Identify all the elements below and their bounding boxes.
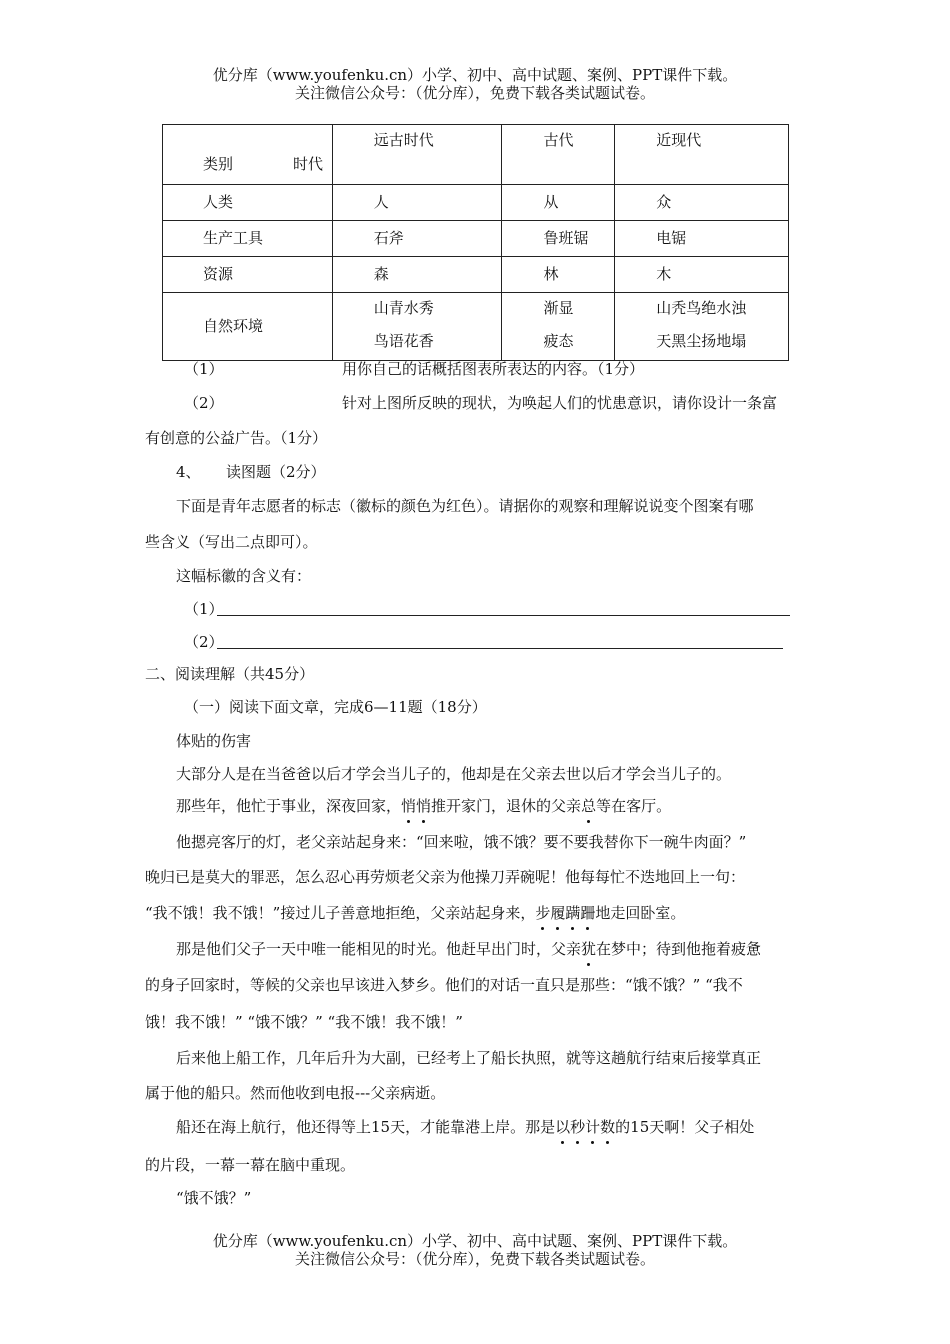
table-row — [163, 257, 789, 293]
table-cell: 从 — [543, 193, 559, 211]
table-cell: 山秃鸟绝水浊 — [656, 299, 747, 317]
dotted-word-bulvpanshan — [535, 904, 595, 922]
article-para-3-line3: “我不饿！我不饿！”接过儿子善意地拒绝，父亲站起身来，步履蹒跚地走回卧室。 — [145, 904, 686, 922]
q4-instruction-line2: 些含义（写出二点即可）。 — [145, 533, 318, 551]
article-para-5-line1: 后来他上船工作，几年后升为大副，已经考上了船长执照，就等这趟航行结束后接掌真正 — [176, 1049, 762, 1067]
row-label: 人类 — [203, 193, 234, 211]
footer-line-1: 优分库（www.youfenku.cn）小学、初中、高中试题、案例、PPT课件下载。 — [212, 1232, 738, 1250]
row-label: 生产工具 — [203, 229, 264, 247]
table-header-row — [163, 125, 789, 185]
table-row — [163, 185, 789, 221]
table-row — [163, 293, 789, 361]
emphasis-char: 以 — [555, 1118, 571, 1136]
article-para-4-line3: 饿！我不饿！” “饿不饿？” “我不饿！我不饿！” — [145, 1013, 463, 1031]
emphasis-char: 犹 — [581, 940, 597, 958]
article-para-2: 那些年，他忙于事业，深夜回家，悄悄推开家门，退休的父亲总等在客厅。 — [176, 797, 672, 815]
emphasis-char: 计 — [585, 1118, 601, 1136]
article-para-6-line2: 的片段，一幕一幕在脑中重现。 — [145, 1156, 356, 1174]
col-header-ancient-remote: 远古时代 — [332, 125, 502, 185]
emphasis-char: 悄 — [416, 797, 432, 815]
corner-category-label: 类别 — [203, 155, 234, 173]
corner-era-label: 时代 — [293, 155, 324, 173]
emphasis-char: 悄 — [401, 797, 417, 815]
dotted-word-zong — [581, 797, 596, 815]
q4-prompt: 这幅标徽的含义有： — [176, 567, 312, 585]
q4-instruction-line1: 下面是青年志愿者的标志（徽标的颜色为红色）。请据你的观察和理解说说变个图案有哪 — [176, 497, 754, 515]
article-para-3-line2: 晚归已是莫大的罪恶，怎么忍心再劳烦老父亲为他操刀弄碗呢！他每每忙不迭地回上一句： — [145, 868, 746, 886]
table-cell: 天黑尘扬地塌 — [656, 332, 747, 350]
article-para-6-line1: 船还在海上航行，他还得等上15天，才能靠港上岸。那是以秒计数的15天啊！父子相处 — [176, 1118, 755, 1136]
article-para-4-line1: 那是他们父子一天中唯一能相见的时光。他赶早出门时，父亲犹在梦中；待到他拖着疲惫 — [176, 940, 762, 958]
q3-sub1-number: （1） — [184, 360, 224, 378]
footer-line-2: 关注微信公众号：（优分库），免费下载各类试题试卷。 — [294, 1250, 655, 1268]
table-row — [163, 221, 789, 257]
table-cell: 鸟语花香 — [373, 332, 434, 350]
section2-subtitle: （一）阅读下面文章，完成6—11题（18分） — [184, 698, 487, 716]
table-cell: 山青水秀 — [373, 299, 434, 317]
table-cell: 电锯 — [656, 229, 687, 247]
emphasis-char: 数 — [600, 1118, 616, 1136]
emphasis-char: 秒 — [570, 1118, 586, 1136]
col-header-modern: 近现代 — [615, 125, 789, 185]
era-comparison-table — [162, 124, 789, 361]
q3-sub2-continuation: 有创意的公益广告。（1分） — [145, 429, 328, 447]
article-para-7: “饿不饿？” — [176, 1189, 252, 1207]
q3-sub2-text: 针对上图所反映的现状，为唤起人们的忧患意识，请你设计一条富 — [342, 394, 778, 412]
emphasis-char: 总 — [581, 797, 597, 815]
row-label: 资源 — [203, 265, 234, 283]
table-cell: 人 — [373, 193, 389, 211]
q4-answer-2-blank[interactable] — [217, 648, 783, 649]
emphasis-char: 蹒 — [565, 904, 581, 922]
row-label: 自然环境 — [203, 317, 264, 335]
header-line-2: 关注微信公众号：（优分库），免费下载各类试题试卷。 — [294, 84, 655, 102]
table-cell: 石斧 — [373, 229, 404, 247]
page-header — [0, 66, 950, 102]
table-cell: 疲态 — [543, 332, 574, 350]
section2-title: 二、阅读理解（共45分） — [145, 665, 315, 683]
table-corner-cell — [163, 125, 333, 185]
emphasis-char: 跚 — [580, 904, 596, 922]
q4-answer-2-label: （2） — [184, 633, 224, 651]
table-cell: 众 — [656, 193, 672, 211]
table-cell: 木 — [656, 265, 672, 283]
table-cell: 林 — [543, 265, 559, 283]
article-para-3-line1: 他摁亮客厅的灯，老父亲站起身来：“回来啦，饿不饿？要不要我替你下一碗牛肉面？” — [176, 833, 747, 851]
emphasis-char: 步 — [535, 904, 551, 922]
q3-sub1-text: 用你自己的话概括图表所表达的内容。（1分） — [342, 360, 645, 378]
dotted-word-qiaoqiao — [401, 797, 431, 815]
q4-answer-1-blank[interactable] — [217, 615, 790, 616]
header-line-1: 优分库（www.youfenku.cn）小学、初中、高中试题、案例、PPT课件下载。 — [212, 66, 738, 84]
table-cell: 鲁班锯 — [543, 229, 589, 247]
table-cell: 渐显 — [543, 299, 574, 317]
dotted-word-you — [581, 940, 596, 958]
emphasis-char: 履 — [550, 904, 566, 922]
q4-number: 4、 — [176, 463, 201, 481]
col-header-ancient: 古代 — [502, 125, 615, 185]
q4-answer-1-label: （1） — [184, 600, 224, 618]
article-para-1: 大部分人是在当爸爸以后才学会当儿子的，他却是在父亲去世以后才学会当儿子的。 — [176, 765, 732, 783]
article-para-4-line2: 的身子回家时，等候的父亲也早该进入梦乡。他们的对话一直只是那些：“饿不饿？” “我不 — [145, 976, 743, 994]
q4-title: 读图题（2分） — [226, 463, 326, 481]
article-title: 体贴的伤害 — [176, 732, 252, 750]
article-para-5-line2: 属于他的船只。然而他收到电报---父亲病逝。 — [145, 1084, 446, 1102]
dotted-word-yimiaojishu — [555, 1118, 615, 1136]
table-cell: 森 — [373, 265, 389, 283]
page-footer — [0, 1232, 950, 1268]
q3-sub2-number: （2） — [184, 394, 224, 412]
